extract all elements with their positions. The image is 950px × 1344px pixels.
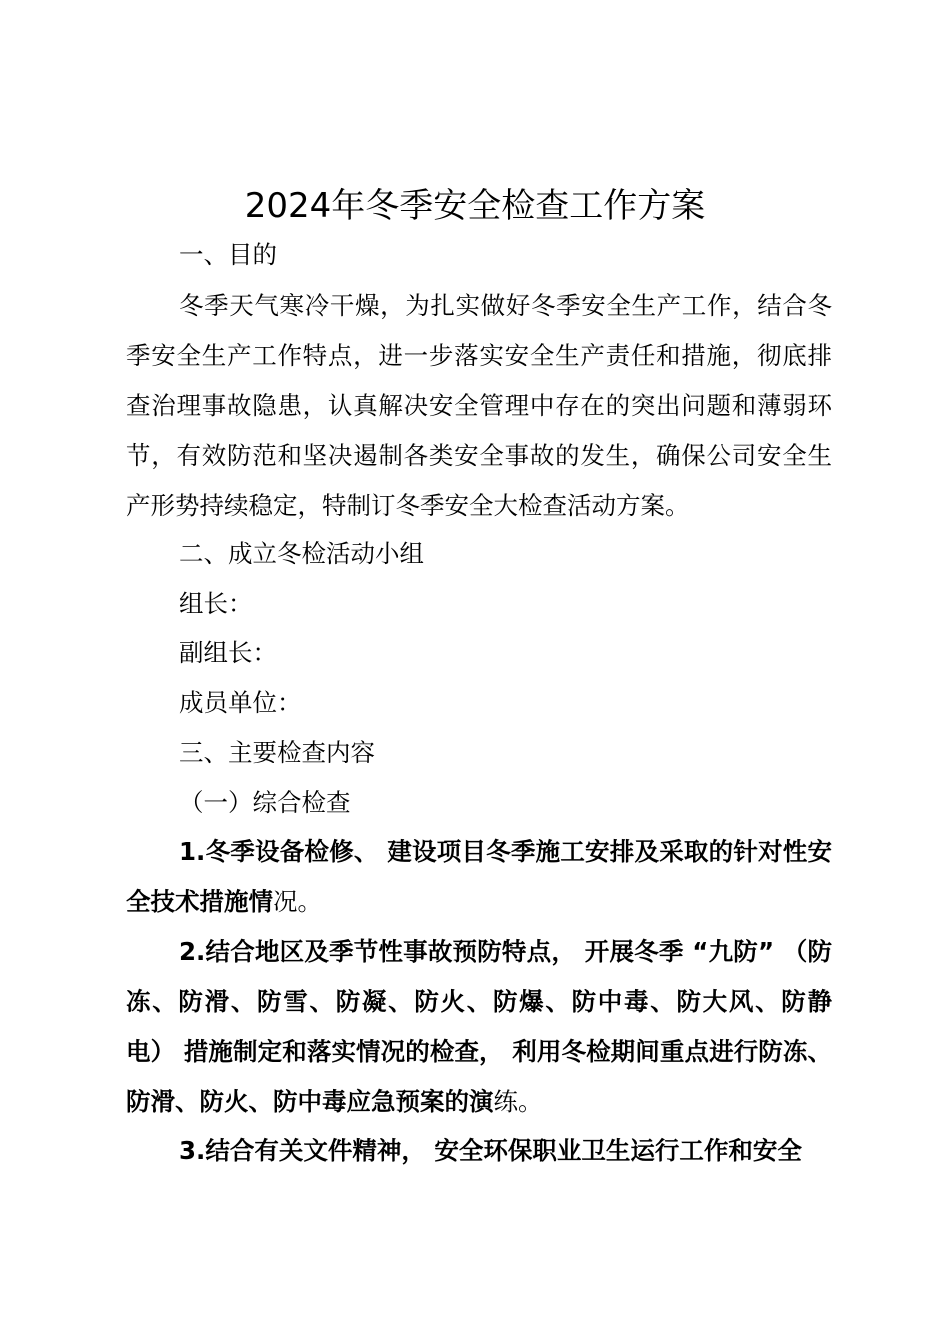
inspection-item-1-bold: 1.冬季设备检修、 建设项目冬季施工安排及采取的针对性安全技术措施情 <box>126 837 832 916</box>
team-deputy-leader-label: 副组长： <box>179 638 277 667</box>
purpose-paragraph: 冬季天气寒冷干燥，为扎实做好冬季安全生产工作，结合冬季安全生产工作特点，进一步落实安全生产责任和措施，彻底排查治理事故隐患，认真解决安全管理中存在的突出问题和薄弱环节，有效防范和坚决遏制各类安全事故的发生，确保公司安全生产形势持续稳定，特制订冬季安全大检查活动方案。 <box>126 291 832 520</box>
inspection-item-3 <box>126 1126 832 1176</box>
inspection-item-2-bold: 2.结合地区及季节性事故预防特点， 开展冬季 “九防” （防冻、防滑、防雪、防凝、防火、防爆、防中毒、防大风、防静电） 措施制定和落实情况的检查， 利用冬检期间重点进行防冻、防滑、防火、防中毒应急预案的演 <box>126 937 832 1116</box>
inspection-item-3-bold: 3.结合有关文件精神， 安全环保职业卫生运行工作和安全 <box>179 1136 802 1165</box>
section-heading-contents: 三、主要检查内容 <box>179 738 375 767</box>
document-title: 2024年冬季安全检查工作方案 <box>244 186 706 226</box>
inspection-item-1 <box>126 827 832 927</box>
inspection-item-2-plain: 练。 <box>493 1087 543 1116</box>
subsection-heading-comprehensive: （一）综合检查 <box>179 788 351 817</box>
section-heading-purpose: 一、目的 <box>179 240 277 269</box>
team-members-label: 成员单位： <box>179 688 302 717</box>
inspection-item-2 <box>126 927 832 1127</box>
section-heading-team: 二、成立冬检活动小组 <box>179 539 424 568</box>
team-leader-label: 组长： <box>179 589 253 618</box>
inspection-item-1-plain: 况。 <box>273 887 322 916</box>
